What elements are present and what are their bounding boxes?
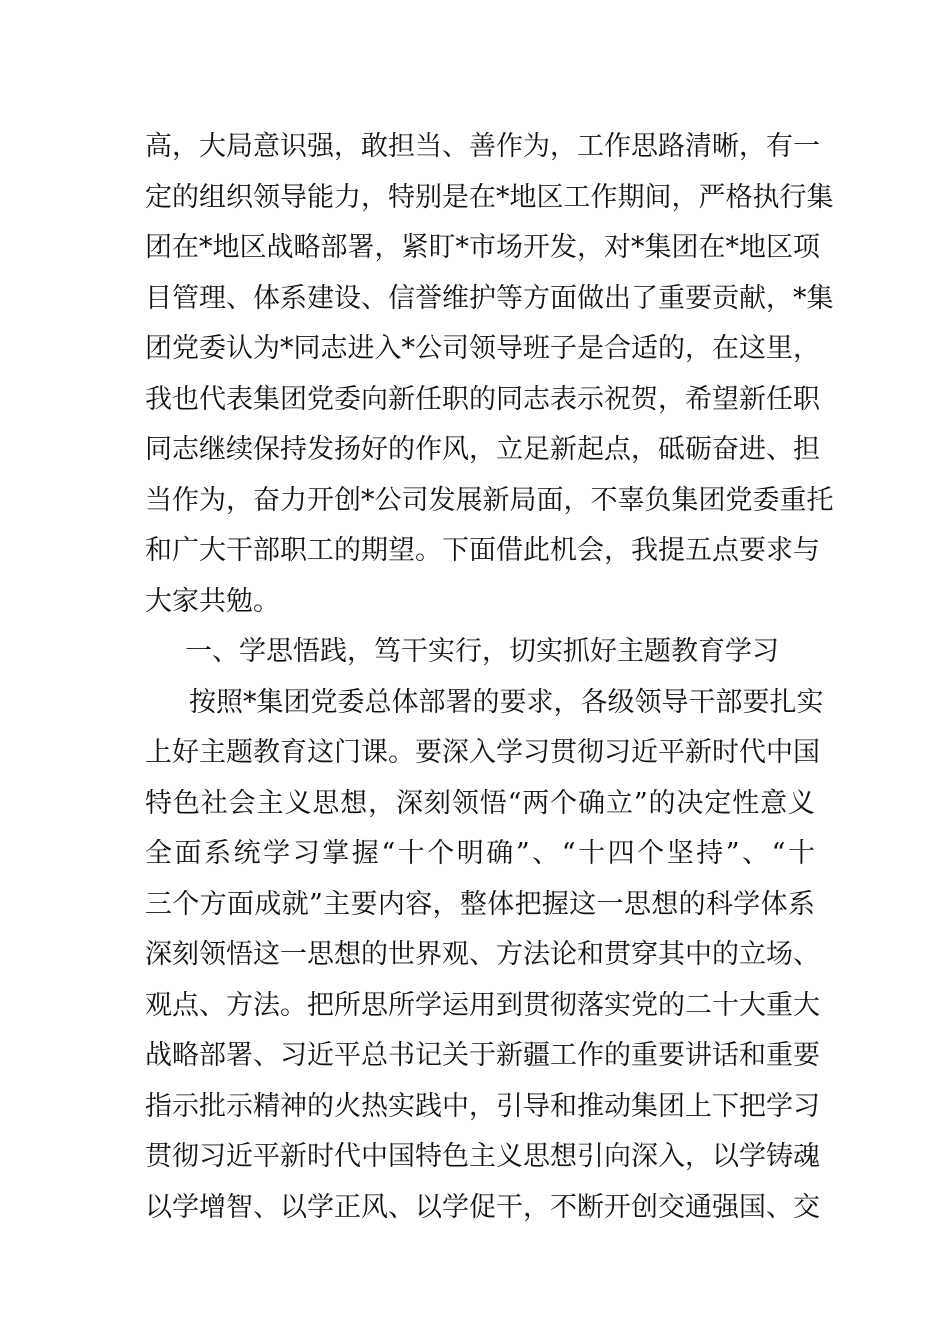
text-line: 团在*地区战略部署，紧盯*市场开发，对*集团在*地区项: [145, 232, 820, 263]
text-line: 目管理、体系建设、信誉维护等方面做出了重要贡献，*集: [145, 282, 834, 314]
text-line: 当作为，奋力开创*公司发展新局面，不辜负集团党委重托: [145, 484, 834, 516]
text-line: 贯彻习近平新时代中国特色主义思想引向深入，以学铸魂: [145, 1141, 820, 1172]
text-line: 团党委认为*同志进入*公司领导班子是合适的，在这里，: [145, 333, 820, 364]
text-line: 上好主题教育这门课。要深入学习贯彻习近平新时代中国: [145, 737, 820, 768]
text-line: 按照*集团党委总体部署的要求，各级领导干部要扎实: [189, 686, 824, 718]
text-line: 和广大干部职工的期望。下面借此机会，我提五点要求与: [145, 535, 820, 566]
text-line: 定的组织领导能力，特别是在*地区工作期间，严格执行集: [145, 181, 834, 213]
text-line: 我也代表集团党委向新任职的同志表示祝贺，希望新任职: [145, 383, 820, 415]
text-line: 特色社会主义思想，深刻领悟“两个确立”的决定性意义: [145, 787, 815, 819]
text-line: 深刻领悟这一思想的世界观、方法论和贯穿其中的立场、: [145, 939, 820, 970]
text-line: 大家共勉。: [145, 585, 280, 617]
section-heading: 一、学思悟践，笃干实行，切实抓好主题教育学习: [185, 636, 779, 667]
text-line: 同志继续保持发扬好的作风，立足新起点，砥砺奋进、担: [145, 434, 820, 465]
text-line: 观点、方法。把所思所学运用到贯彻落实党的二十大重大: [145, 989, 820, 1021]
text-line: 三个方面成就”主要内容，整体把握这一思想的科学体系: [145, 888, 815, 920]
text-line: 战略部署、习近平总书记关于新疆工作的重要讲话和重要: [145, 1040, 820, 1071]
body-text: [145, 122, 834, 1233]
text-line: 高，大局意识强，敢担当、善作为，工作思路清晰，有一: [145, 131, 820, 162]
text-line: 以学增智、以学正风、以学促干，不断开创交通强国、交: [145, 1191, 820, 1223]
text-line: 全面系统学习掌握“十个明确”、“十四个坚持”、“十: [145, 838, 815, 869]
text-line: 指示批示精神的火热实践中，引导和推动集团上下把学习: [145, 1090, 820, 1122]
